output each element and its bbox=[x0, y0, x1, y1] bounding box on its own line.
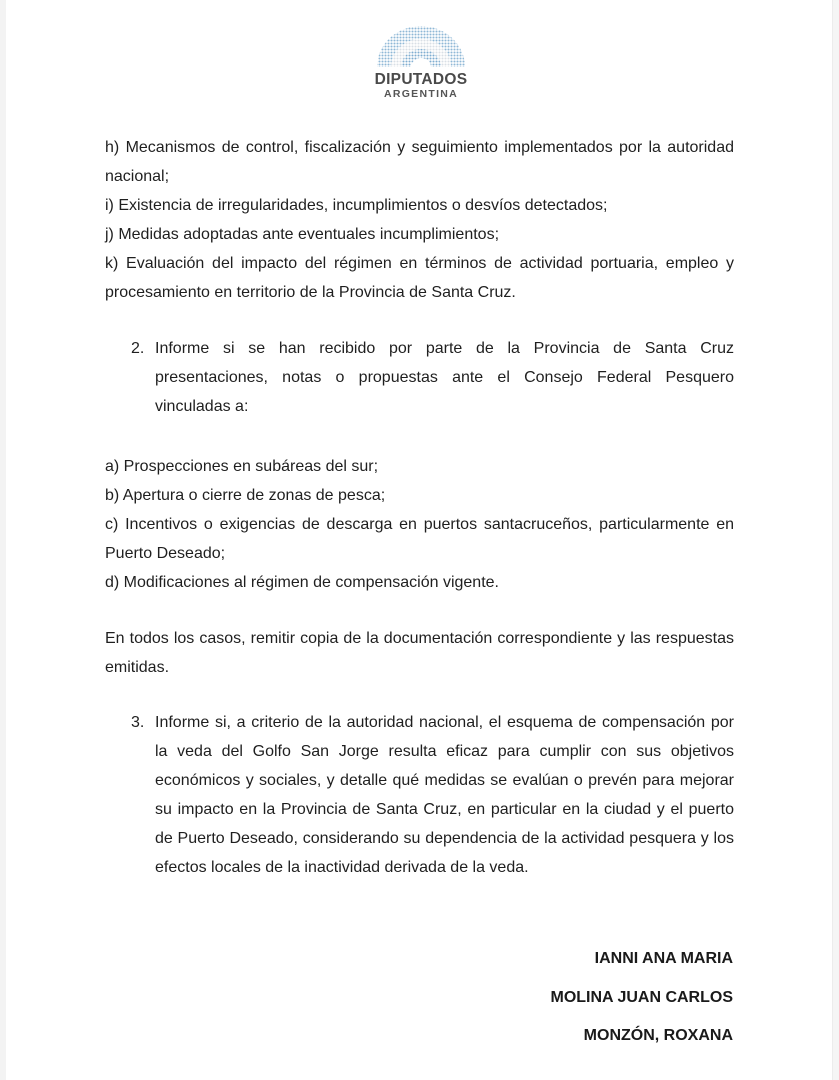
closing-paragraph: En todos los casos, remitir copia de la documentación correspondiente y las respuestas emitidas. bbox=[105, 630, 734, 676]
signatory-name: IANNI ANA MARIA bbox=[594, 950, 733, 967]
list-item-k: k) Evaluación del impacto del régimen en términos de actividad portuaria, empleo y procesamiento en territorio de la Provincia de Santa Cruz. bbox=[105, 255, 734, 301]
item-text: Informe si se han recibido por parte de la Provincia de Santa Cruz presentaciones, notas o propuestas ante el Consejo Federal Pesquero vinculadas a: bbox=[155, 340, 734, 415]
numbered-item-3 bbox=[105, 708, 734, 882]
item-2-sublist bbox=[105, 452, 734, 597]
list-item-h: h) Mecanismos de control, fiscalización y seguimiento implementados por la autoridad nacional; bbox=[105, 139, 734, 185]
page-edge-left bbox=[0, 0, 6, 1080]
item-number: 2. bbox=[131, 340, 145, 357]
logo-subtitle: ARGENTINA bbox=[383, 88, 459, 100]
list-item-c: c) Incentivos o exigencias de descarga en puertos santacruceños, particularmente en Puerto Deseado; bbox=[105, 516, 734, 562]
signatory-name: MONZÓN, ROXANA bbox=[583, 1027, 733, 1044]
list-item-j: j) Medidas adoptadas ante eventuales incumplimientos; bbox=[105, 226, 500, 243]
list-item-b: b) Apertura o cierre de zonas de pesca; bbox=[105, 487, 386, 504]
list-item-a: a) Prospecciones en subáreas del sur; bbox=[105, 458, 379, 475]
signatory-name: MOLINA JUAN CARLOS bbox=[550, 988, 733, 1006]
signature-block bbox=[550, 940, 733, 1056]
section-1-list bbox=[105, 133, 734, 307]
logo-title: DIPUTADOS bbox=[374, 71, 468, 88]
item-number: 3. bbox=[131, 714, 145, 731]
item-text: Informe si, a criterio de la autoridad nacional, el esquema de compensación por la veda del Golfo San Jorge resulta eficaz para cumplir con sus objetivos económicos y sociales, y detalle qué medidas se evalúan o prevén para mejorar su impacto en la Provincia de Santa Cruz, en particular en la ciudad y el puerto de Puerto Deseado, considerando su dependencia de la actividad pesquera y los efectos locales de la inactividad derivada de la veda. bbox=[155, 714, 734, 876]
numbered-item-2 bbox=[105, 334, 734, 421]
page-edge-right bbox=[832, 0, 839, 1080]
hemicycle-icon bbox=[375, 24, 467, 68]
list-item-d: d) Modificaciones al régimen de compensación vigente. bbox=[105, 574, 499, 591]
list-item-i: i) Existencia de irregularidades, incumplimientos o desvíos detectados; bbox=[105, 197, 608, 214]
diputados-logo bbox=[369, 24, 473, 101]
